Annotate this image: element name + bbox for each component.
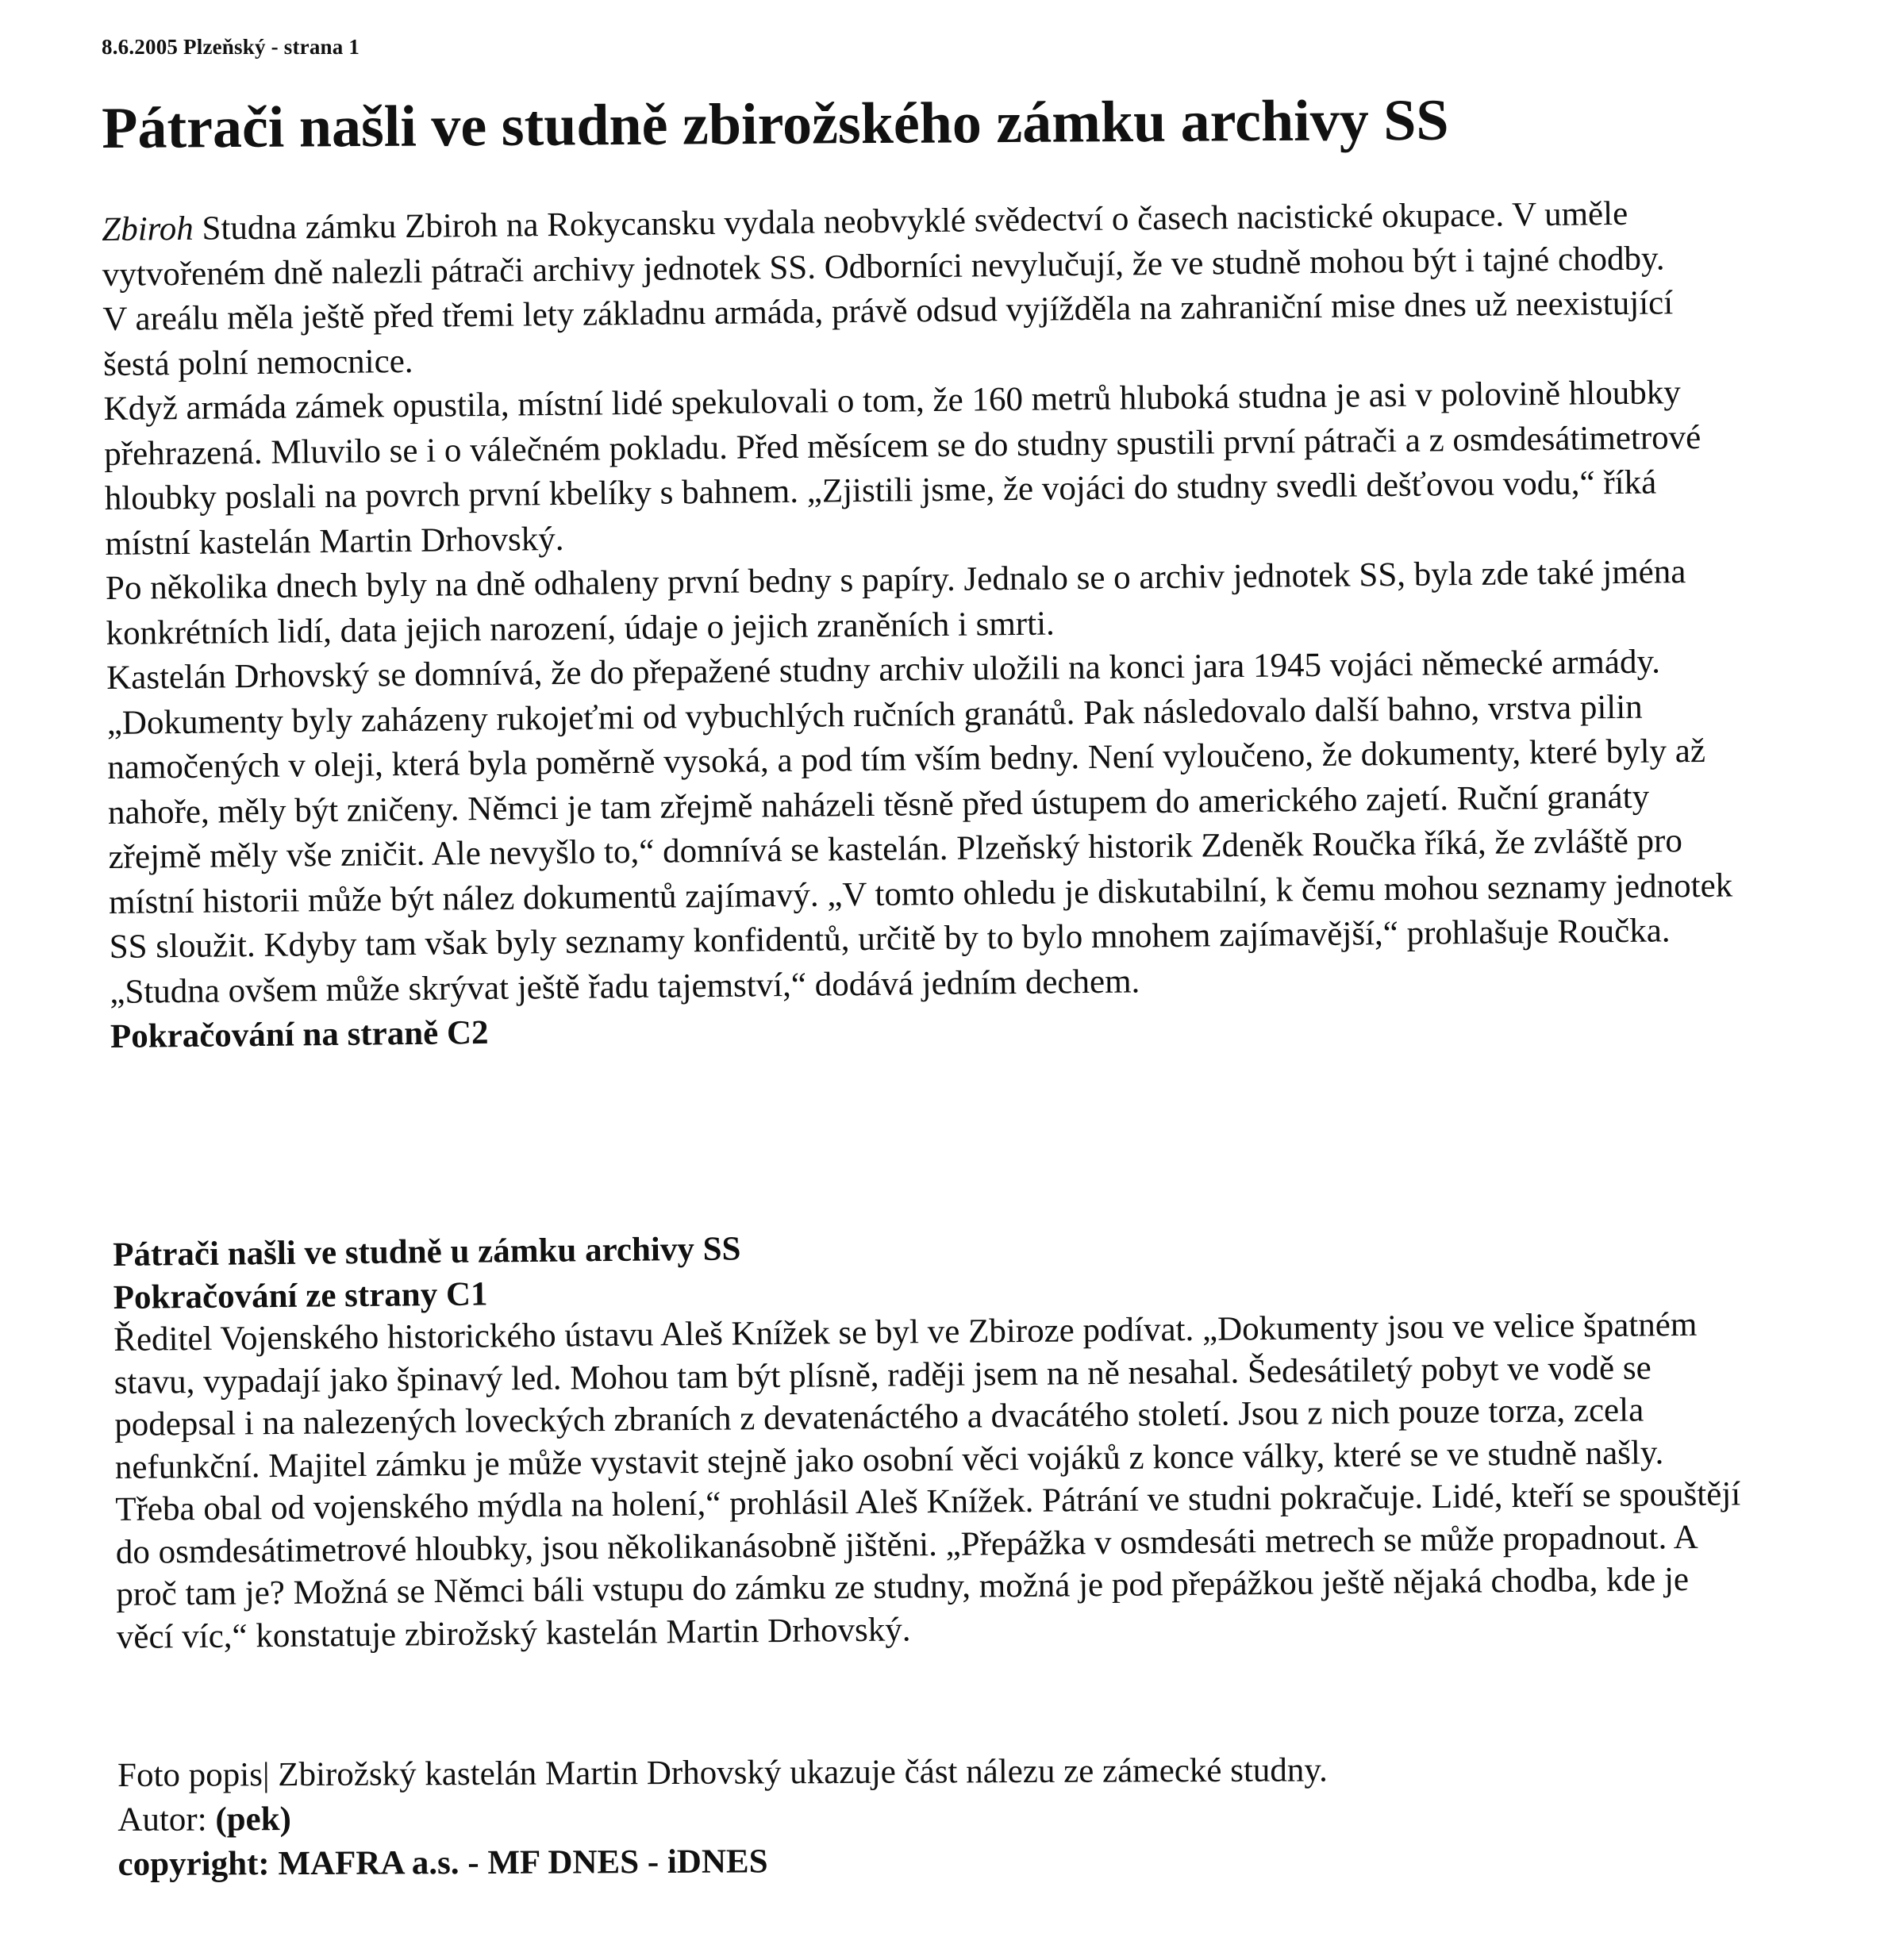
author-value: (pek) xyxy=(215,1801,292,1839)
lead-text: Studna zámku Zbiroh na Rokycansku vydala neobvyklé svědectví o časech nacistické okupace. V uměle vytvořeném dně nalezli pátrači archivy jednotek SS. Odborníci nevylučují, že ve studně mohou být i tajné chodby. xyxy=(102,194,1665,294)
continuation-text: Ředitel Vojenského historického ústavu Aleš Knížek se byl ve Zbiroze podívat. „Dokumenty jsou ve velice špatném stavu, vypadají jako špinavý led. Mohou tam být plísně, raději jsem na ně nesahal. Šedesátiletý pobyt ve vodě se podepsal i na nalezených loveckých zbraních z devatenáctého a dvacátého století. Jsou z nich pouze torza, zcela nefunkční. Majitel zámku je může vystavit stejně jako osobní věci vojáků z konce války, které se ve studně našly. Třeba obal od vojenského mýdla na holení,“ prohlásil Aleš Knížek. Pátrání ve studni pokračuje. Lidé, kteří se spouštějí do osmdesátimetrové hloubky, jsou několikanásobně jištěni. „Přepážka v osmdesáti metrech se může propadnout. A proč tam je? Možná se Němci báli vstupu do zámku ze studny, možná je pod přepážkou ještě nějaká chodba, kde je věcí víc,“ konstatuje zbirožský kastelán Martin Drhovský. xyxy=(113,1305,1741,1656)
copyright-line: copyright: MAFRA a.s. - MF DNES - iDNES xyxy=(117,1843,768,1883)
article-footer xyxy=(117,1747,1753,1887)
continued-note: Pokračování na straně C2 xyxy=(110,1013,489,1055)
author-line xyxy=(117,1791,1752,1843)
dateline: Zbiroh xyxy=(102,209,194,248)
article-body xyxy=(102,190,1745,1059)
body-paragraph: Kastelán Drhovský se domnívá, že do přepažené studny archiv uložili na konci jara 1945 vojáci německé armády. „Dokumenty byly zaházeny rukojeťmi od vybuchlých ručních granátů. Pak následovalo další bahno, vrstva pilin namočených v oleji, která byla poměrně vysoká, a pod tím vším bedny. Není vyloučeno, že dokumenty, které byly až nahoře, měly být zničeny. Němci je tam zřejmě naházeli těsně před ústupem do amerického zajetí. Ruční granáty zřejmě měly vše zničit. Ale nevyšlo to,“ domnívá se kastelán. Plzeňský historik Zdeněk Roučka říká, že zvláště pro místní historii může být nález dokumentů zajímavý. „V tomto ohledu je diskutabilní, k čemu mohou seznamy jednotek SS sloužit. Kdyby tam však byly seznamy konfidentů, určitě by to bylo mnohem zajímavější,“ prohlašuje Roučka. „Studna ovšem může skrývat ještě řadu tajemství,“ dodává jedním dechem. xyxy=(106,643,1733,1011)
article-headline: Pátrači našli ve studně zbirožského zámku archivy SS xyxy=(101,87,1449,161)
body-paragraph: Po několika dnech byly na dně odhaleny první bedny s papíry. Jednalo se o archiv jednotek SS, byla zde také jména konkrétních lidí, data jejich narození, údaje o jejich zraněních i smrti. xyxy=(105,553,1686,652)
photo-caption: Foto popis| Zbirožský kastelán Martin Drhovský ukazuje část nálezu ze zámecké studny. xyxy=(117,1751,1328,1794)
author-label: Autor: xyxy=(117,1801,216,1839)
body-paragraph: V areálu měla ještě před třemi lety základnu armáda, právě odsud vyjížděla na zahraniční mise dnes už neexistující šestá polní nemocnice. xyxy=(102,284,1674,383)
lead-paragraph xyxy=(102,190,1737,298)
continuation-from: Pokračování ze strany C1 xyxy=(113,1274,488,1316)
body-paragraph: Když armáda zámek opustila, místní lidé spekulovali o tom, že 160 metrů hluboká studna je asi v polovině hloubky přehrazená. Mluvilo se i o válečném pokladu. Před měsícem se do studny spustili první pátrači a z osmdesátimetrové hloubky poslali na povrch první kbelíky s bahnem. „Zjistili jsme, že vojáci do studny svedli dešťovou vodu,“ říká místní kastelán Martin Drhovský. xyxy=(103,374,1702,563)
continuation-section xyxy=(113,1218,1751,1658)
continuation-title: Pátrači našli ve studně u zámku archivy SS xyxy=(113,1230,741,1274)
page-header: 8.6.2005 Plzeňský - strana 1 xyxy=(102,35,360,59)
